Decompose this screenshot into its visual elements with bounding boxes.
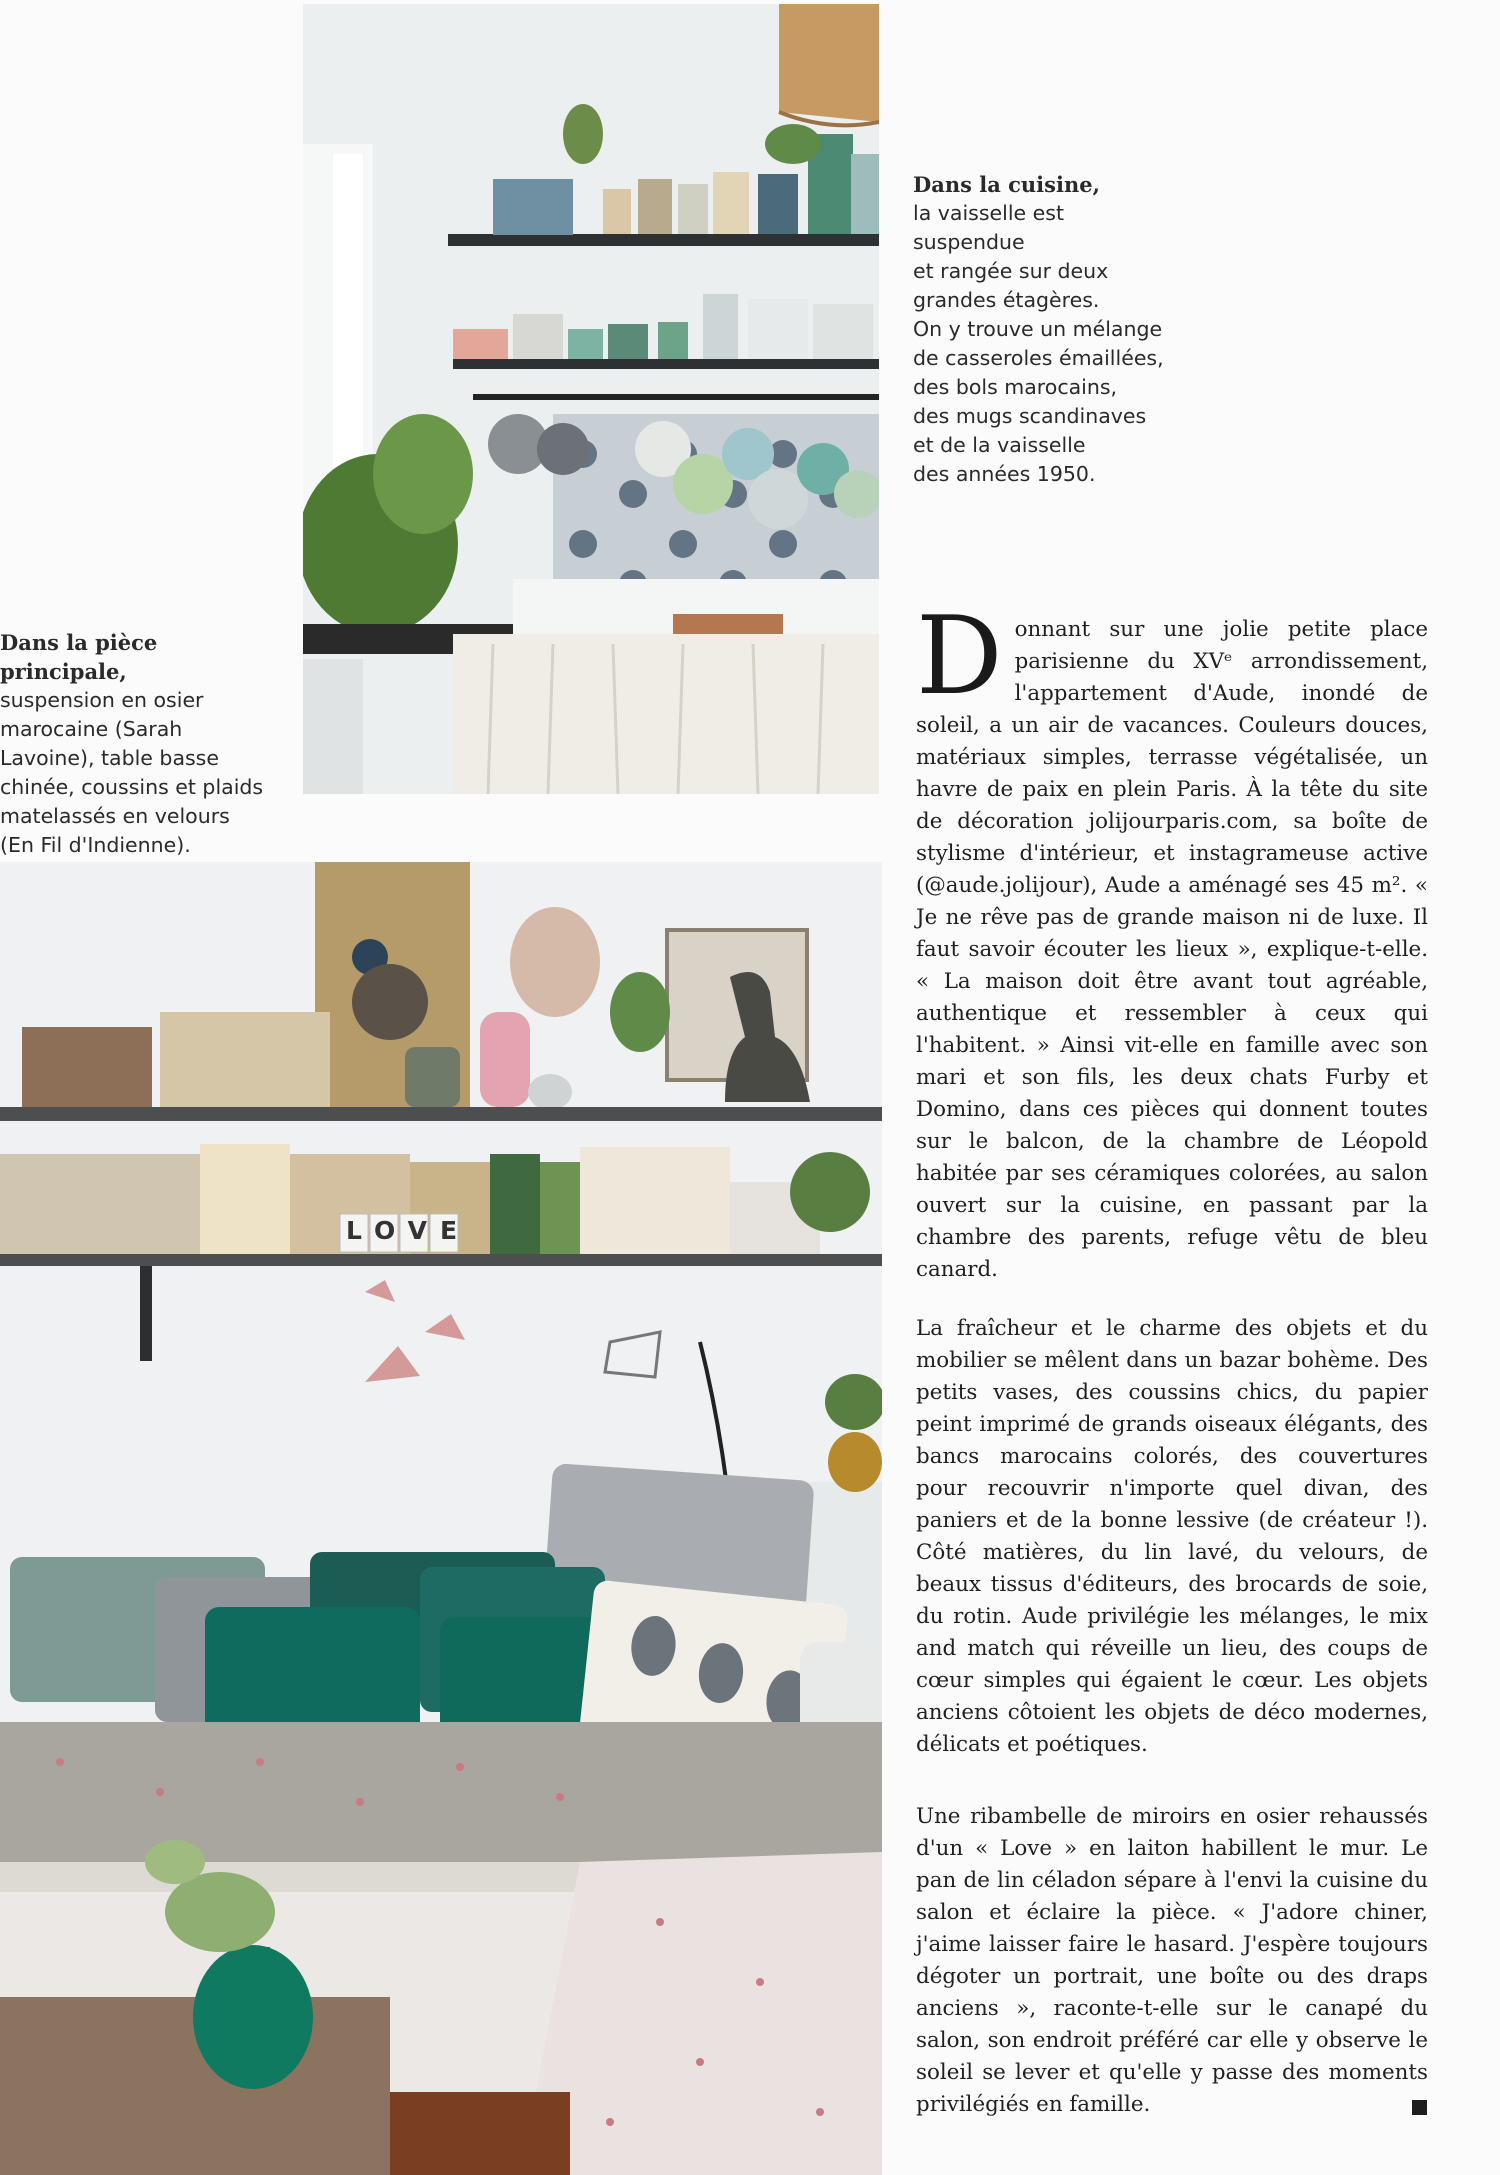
main-room-caption	[0, 628, 290, 860]
main-room-caption-line: matelassés en velours	[0, 804, 230, 828]
living-room-photo	[0, 862, 882, 2175]
kitchen-caption-line: de casseroles émaillées,	[913, 346, 1164, 370]
kitchen-caption-line: des années 1950.	[913, 462, 1096, 486]
paragraph-1-text: onnant sur une jolie petite place parisienne du XVᵉ arrondissement, l'appartement d'Aude, inondé de soleil, a un air de vacances. Couleurs douces, matériaux simples, terrasse végétalisée, un havre de paix en plein Paris. À la tête du site de décoration jolijourparis.com, sa boîte de stylisme d'intérieur, et instagrameuse active (@aude.jolijour), Aude a aménagé ses 45 m². « Je ne rêve pas de grande maison ni de luxe. Il faut savoir écouter les lieux », explique-t-elle. « La maison doit être avant tout agréable, authentique et ressembler à ceux qui l'habitent. » Ainsi vit-elle en famille avec son mari et son fils, les deux chats Furby et Domino, dans ces pièces qui donnent toutes sur le balcon, de la chambre de Léopold habitée par ses céramiques colorées, au salon ouvert sur la cuisine, en passant par la chambre des parents, refuge vêtu de bleu canard.	[916, 617, 1428, 1282]
main-room-caption-line: chinée, coussins et plaids	[0, 775, 264, 799]
kitchen-caption-title: Dans la cuisine,	[913, 172, 1100, 197]
main-room-caption-line: suspension en osier	[0, 688, 204, 712]
kitchen-photo	[303, 4, 879, 794]
kitchen-caption-line: et de la vaisselle	[913, 433, 1086, 457]
drop-cap: D	[916, 594, 1003, 719]
love-letters: LOVE	[346, 1216, 471, 1245]
kitchen-caption-line: et rangée sur deux	[913, 259, 1109, 283]
kitchen-caption-line: des bols marocains,	[913, 375, 1118, 399]
main-room-caption-line: Lavoine), table basse	[0, 746, 219, 770]
article-paragraph-2: La fraîcheur et le charme des objets et du mobilier se mêlent dans un bazar bohème. Des petits vases, des coussins chics, du papier peint imprimé de grands oiseaux élégants, des bancs marocains colorés, des couvertures pour recouvrir n'importe quel divan, des paniers et de la bonne lessive (de créateur !). Côté matières, du lin lavé, du velours, de beaux tissus d'éditeurs, des brocards de soie, du rotin. Aude privilégie les mélanges, le mix and match qui réveille un lieu, des coups de cœur simples qui égaient le cœur. Les objets anciens côtoient les objets de déco modernes, délicats et poétiques.	[916, 1316, 1428, 1757]
main-room-caption-title: Dans la pièce principale,	[0, 630, 158, 684]
article-paragraph-1	[916, 594, 1428, 1286]
kitchen-caption-line: des mugs scandinaves	[913, 404, 1147, 428]
main-room-caption-line: (En Fil d'Indienne).	[0, 833, 191, 857]
kitchen-caption-line: suspendue	[913, 230, 1025, 254]
kitchen-caption-line: la vaisselle est	[913, 201, 1064, 225]
main-room-caption-line: marocaine (Sarah	[0, 717, 183, 741]
article-paragraph-3: Une ribambelle de miroirs en osier rehaussés d'un « Love » en laiton habillent le mur. Le pan de lin céladon sépare à l'envi la cuisine du salon et éclaire la pièce. « J'adore chiner, j'aime laisser faire le hasard. J'espère toujours dégoter un portrait, une boîte ou des draps anciens », raconte-t-elle sur le canapé du salon, son endroit préféré car elle y observe le soleil se lever et qu'elle y passe des moments privilégiés en famille.	[916, 1804, 1428, 2117]
end-mark	[1412, 2100, 1427, 2115]
kitchen-caption-line: On y trouve un mélange	[913, 317, 1163, 341]
kitchen-caption-line: grandes étagères.	[913, 288, 1100, 312]
kitchen-caption	[913, 170, 1213, 489]
